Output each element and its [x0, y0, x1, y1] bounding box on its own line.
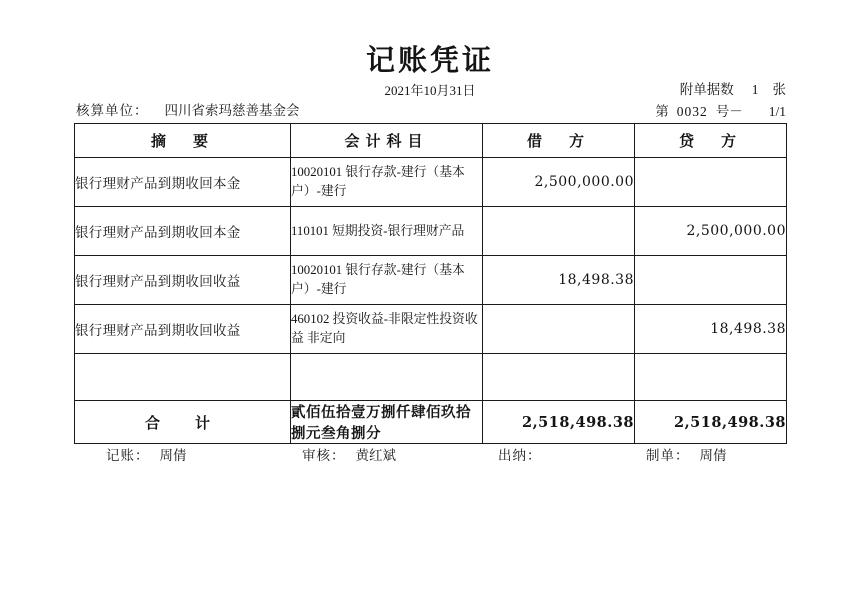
preparer-label: 制单： — [646, 448, 690, 463]
accounting-unit — [76, 99, 300, 119]
signature-cashier — [498, 444, 552, 464]
total-debit: 2,518,498.38 — [483, 401, 635, 444]
voucher-prefix: 第 — [655, 104, 669, 119]
cell-credit — [635, 158, 787, 207]
cell-debit — [483, 354, 635, 401]
total-label: 合 计 — [75, 401, 291, 444]
cell-credit: 2,500,000.00 — [635, 207, 787, 256]
cell-debit: 2,500,000.00 — [483, 158, 635, 207]
cell-subject: 460102 投资收益-非限定性投资收益 非定向 — [291, 305, 483, 354]
column-header-credit: 贷 方 — [635, 124, 787, 158]
bookkeeper-label: 记账： — [106, 448, 150, 463]
bookkeeper-value: 周倩 — [159, 448, 187, 463]
cell-debit: 18,498.38 — [483, 256, 635, 305]
cell-abstract: 银行理财产品到期收回本金 — [75, 158, 291, 207]
total-credit: 2,518,498.38 — [635, 401, 787, 444]
column-header-abstract: 摘 要 — [75, 124, 291, 158]
voucher-number: 0032 — [676, 104, 708, 119]
voucher-page: 1/1 — [768, 104, 786, 119]
total-amount-in-words: 貳佰伍拾壹万捌仟肆佰玖拾捌元叁角捌分 — [291, 401, 483, 444]
cell-abstract — [75, 354, 291, 401]
attachment-unit: 张 — [772, 82, 786, 97]
cell-credit — [635, 354, 787, 401]
auditor-label: 审核： — [302, 448, 346, 463]
column-header-debit: 借 方 — [483, 124, 635, 158]
signature-bookkeeper — [106, 444, 187, 464]
cell-abstract: 银行理财产品到期收回收益 — [75, 256, 291, 305]
cell-debit — [483, 305, 635, 354]
cell-debit — [483, 207, 635, 256]
page-title: 记账凭证 — [365, 43, 494, 77]
voucher-table — [74, 123, 787, 444]
signature-auditor — [302, 444, 396, 464]
cell-abstract: 银行理财产品到期收回收益 — [75, 305, 291, 354]
cell-subject — [291, 354, 483, 401]
table-total-row — [75, 401, 787, 444]
attachment-info — [680, 78, 786, 98]
table-row — [75, 256, 787, 305]
cell-credit: 18,498.38 — [635, 305, 787, 354]
attachment-count: 1 — [751, 82, 759, 97]
accounting-unit-label: 核算单位： — [76, 103, 149, 118]
signature-preparer — [646, 444, 727, 464]
cashier-label: 出纳： — [498, 448, 542, 463]
column-header-subject: 会计科目 — [291, 124, 483, 158]
cell-subject: 10020101 银行存款-建行（基本户）-建行 — [291, 158, 483, 207]
cell-abstract: 银行理财产品到期收回本金 — [75, 207, 291, 256]
table-header-row — [75, 124, 787, 158]
voucher-number-row — [655, 100, 786, 120]
table-row — [75, 305, 787, 354]
cell-credit — [635, 256, 787, 305]
table-row-empty — [75, 354, 787, 401]
voucher-suffix: 号－ — [715, 104, 743, 119]
auditor-value: 黄红斌 — [355, 448, 396, 463]
table-row — [75, 207, 787, 256]
cell-subject: 110101 短期投资-银行理财产品 — [291, 207, 483, 256]
signature-row — [74, 444, 786, 466]
cell-subject: 10020101 银行存款-建行（基本户）-建行 — [291, 256, 483, 305]
accounting-unit-value: 四川省索玛慈善基金会 — [164, 103, 300, 118]
attachment-label: 附单据数 — [679, 82, 734, 97]
table-row — [75, 158, 787, 207]
voucher-date: 2021年10月31日 — [384, 83, 476, 98]
preparer-value: 周倩 — [699, 448, 727, 463]
